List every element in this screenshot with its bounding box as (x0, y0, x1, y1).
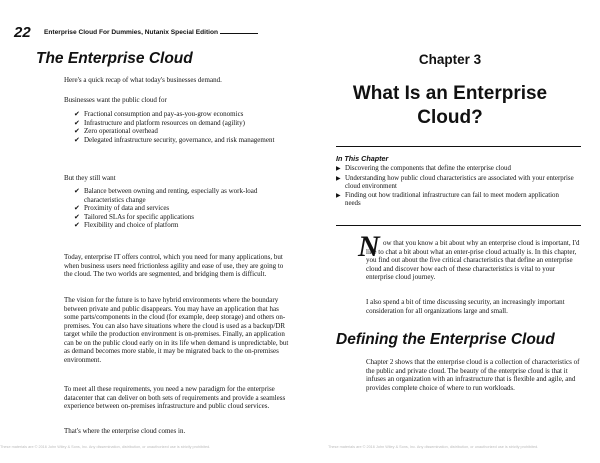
checkmark-bullet-icon: ✔ (74, 212, 80, 221)
checkmark-bullet-icon: ✔ (74, 135, 80, 144)
page-number: 22 (14, 24, 31, 41)
triangle-bullet-icon: ▶ (336, 166, 341, 172)
list-item: ✔ Infrastructure and platform resources on demand (agility) (74, 118, 245, 127)
want-intro: Businesses want the public cloud for (64, 96, 167, 104)
copyright-footer: These materials are © 2016 John Wiley & Sons, Inc. Any dissemination, distribution, or unauthorized use is strictly prohibited. (0, 445, 211, 449)
chapter-intro-paragraph: ow that you know a bit about why an enterprise cloud is important, I'd like to chat a bit about what an enter-prise cloud actually is. In this chapter, you find out about the five critical characteristics that define an enterprise cloud and discover how each of these characteristics is vital to your enterprise cloud journey. (366, 239, 580, 281)
chapter-title: What Is an Enterprise Cloud? (352, 83, 548, 128)
section-heading-defining: Defining the Enterprise Cloud (336, 331, 555, 348)
divider (336, 225, 581, 226)
list-item: ✔ Tailored SLAs for specific applications (74, 212, 194, 221)
drop-cap: N (358, 230, 380, 263)
checkmark-bullet-icon: ✔ (74, 221, 80, 229)
section-heading-enterprise-cloud: The Enterprise Cloud (36, 50, 193, 67)
paragraph-security: I also spend a bit of time discussing security, an increasingly important consideration for all organizations large and small. (366, 298, 565, 315)
paragraph-today: Today, enterprise IT offers control, which you need for many applications, but when business users need frictionless agility and ease of use, they are going to the cloud. The two worlds are segmented, and bridging them is difficult. (64, 253, 284, 278)
checkmark-bullet-icon: ✔ (74, 127, 80, 135)
checkmark-bullet-icon: ✔ (74, 118, 80, 127)
chapter-topics-list (336, 165, 576, 210)
in-this-chapter-heading: In This Chapter (336, 154, 389, 163)
list-item: ✔ Balance between owning and renting, especially as work-load characteristics change (74, 187, 258, 204)
paragraph-where: That's where the enterprise cloud comes in. (64, 427, 186, 435)
checkmark-bullet-icon: ✔ (74, 204, 80, 212)
paragraph-vision: The vision for the future is to have hybrid environments where the boundary between private and public disappears. You may have an application that has some parts/components in the cloud (for example, deep storage) and others on-premises. You can also have situations where the cloud is used as a backup/DR target while the production environment is on-premises. Finally, an application can be on the public cloud early on in its life when demand is unpredictable, but as demand becomes more stable, it may be migrated back to the on-premises environment. (64, 296, 289, 364)
triangle-bullet-icon: ▶ (336, 175, 341, 182)
checkmark-bullet-icon: ✔ (74, 110, 80, 118)
running-head-rule (220, 33, 258, 34)
list-item: ▶ Understanding how public cloud characteristics are associated with your enterprise cloud environment (336, 174, 574, 190)
list-item: ✔ Proximity of data and services (74, 204, 170, 212)
still-want-list (74, 187, 284, 230)
paragraph-defining: Chapter 2 shows that the enterprise cloud is a collection of characteristics of the public and private cloud. The beauty of the enterprise cloud is that it infuses an organization with an infrastructure that is flexible and agile, and provides complete choice of where to run workloads. (366, 358, 580, 392)
list-item: ▶ Discovering the components that define the enterprise cloud (336, 165, 511, 172)
paragraph-meet-requirements: To meet all these requirements, you need a new paradigm for the enterprise datacenter that can deliver on both sets of requirements and provide a seamless experience between on-premises infrastructure and public cloud services. (64, 385, 286, 410)
running-head (44, 29, 258, 36)
running-head-text: Enterprise Cloud For Dummies, Nutanix Special Edition (44, 29, 219, 36)
want-list (74, 110, 284, 144)
list-item: ✔ Zero operational overhead (74, 127, 158, 135)
list-item: ✔ Fractional consumption and pay-as-you-grow economics (74, 110, 244, 118)
triangle-bullet-icon: ▶ (336, 193, 341, 200)
still-want-intro: But they still want (64, 174, 116, 182)
right-page (300, 0, 600, 463)
list-item: ✔ Flexibility and choice of platform (74, 221, 179, 229)
intro-paragraph: Here's a quick recap of what today's businesses demand. (64, 76, 222, 84)
chapter-label: Chapter 3 (418, 52, 482, 67)
divider (336, 146, 581, 147)
copyright-footer: These materials are © 2016 John Wiley & Sons, Inc. Any dissemination, distribution, or unauthorized use is strictly prohibited. (328, 445, 539, 449)
list-item: ✔ Delegated infrastructure security, governance, and risk management (74, 135, 275, 144)
checkmark-bullet-icon: ✔ (74, 187, 80, 195)
list-item: ▶ Finding out how traditional infrastructure can fail to meet modern application needs (336, 192, 559, 208)
